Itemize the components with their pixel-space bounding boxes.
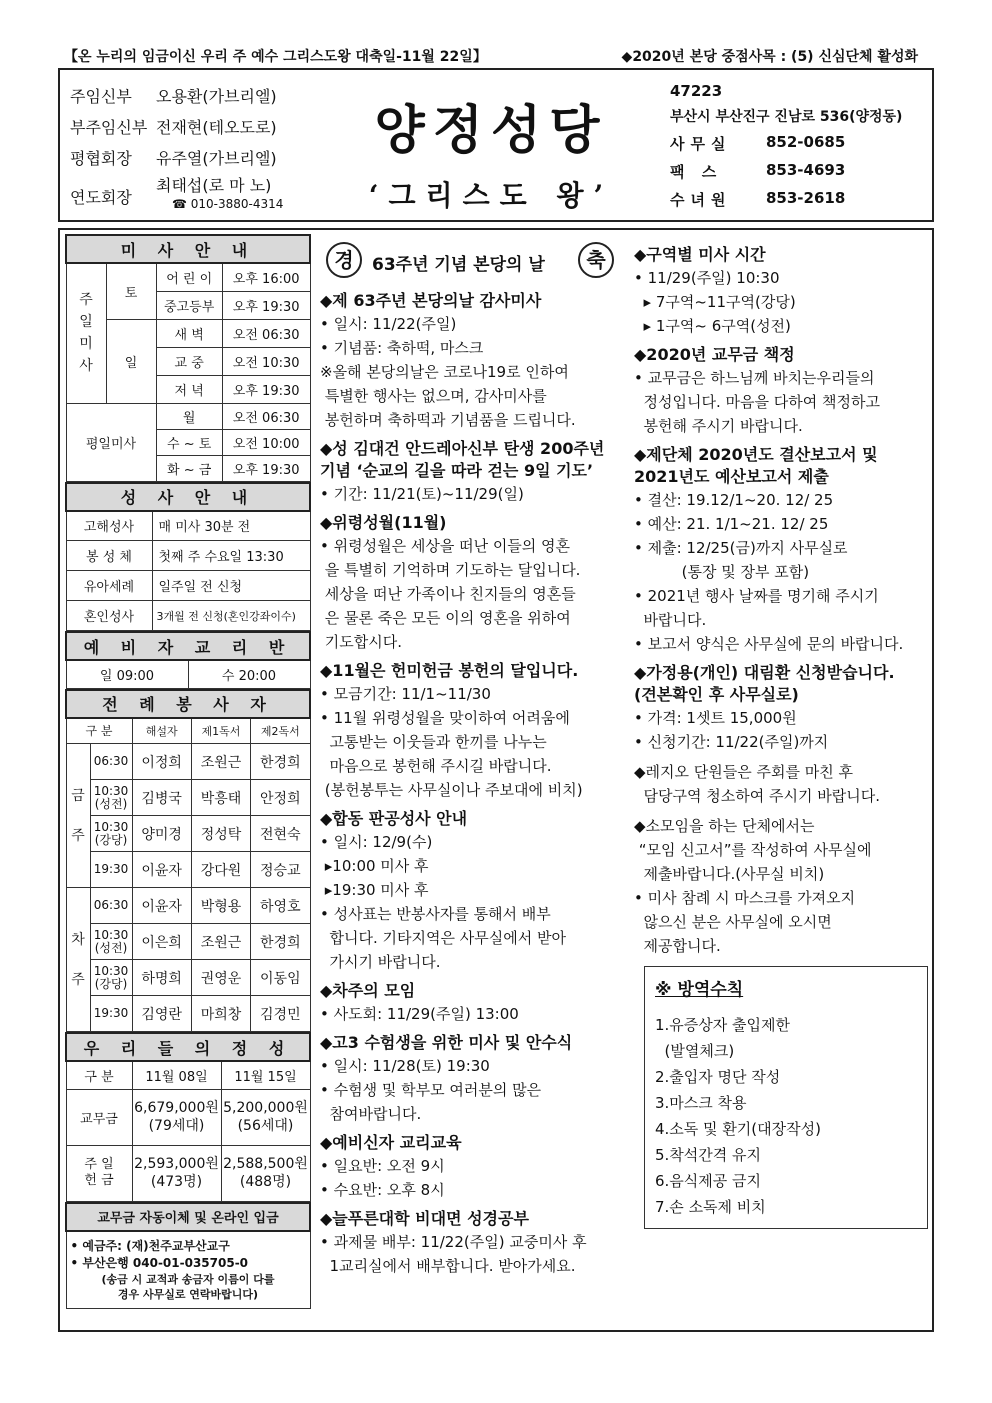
offering-amount: 2,588,500원 (488명): [221, 1145, 310, 1201]
server-name: 조원근: [191, 744, 250, 780]
quarantine-item: 3.마스크 착용: [655, 1094, 747, 1112]
server-name: 박형용: [191, 888, 250, 924]
notice-line: “모임 신고서”를 작성하여 사무실에: [634, 841, 872, 859]
notice-heading: ◆늘푸른대학 비대면 성경공부: [320, 1209, 529, 1228]
offering-type: 주 일 헌 금: [66, 1145, 132, 1201]
mass-time: 오후 19:30: [222, 455, 310, 481]
sacrament-table: [65, 482, 311, 632]
quarantine-item: 5.착석간격 유지: [655, 1146, 762, 1164]
top-header-line: [64, 44, 930, 66]
contact-line: 사무실 852-0685: [670, 133, 846, 153]
mass-schedule-table: [65, 234, 311, 482]
notice-line: 참여바랍니다.: [320, 1105, 422, 1123]
notice-line: • 일시: 11/22(주일): [320, 315, 457, 333]
server-name: 권영운: [191, 960, 250, 996]
notice-section: [320, 1208, 624, 1278]
notice-line: 담당구역 청소하여 주시기 바랍니다.: [634, 787, 880, 805]
notice-line: 바랍니다.: [634, 611, 707, 629]
notice-line: 을 특별히 기억하며 기도하는 달입니다.: [320, 561, 581, 579]
section-header: 예 비 자 교 리 반: [66, 632, 310, 660]
mass-time: 오전 06:30: [222, 403, 310, 429]
notice-line: • 일시: 11/28(토) 19:30: [320, 1057, 490, 1075]
notice-line: • 보고서 양식은 사무실에 문의 바랍니다.: [634, 635, 904, 653]
notice-line: • 수험생 및 학부모 여러분의 많은: [320, 1081, 542, 1099]
notice-line: • 11월 위령성월을 맞이하여 어려움에: [320, 709, 570, 727]
catechumen-table: [65, 631, 311, 689]
notice-line: 은 물론 죽은 모든 이의 영혼을 위하여: [320, 609, 571, 627]
quarantine-list: [655, 1012, 917, 1220]
notice-line: • 제출: 12/25(금)까지 사무실로: [634, 539, 848, 557]
server-name: 양미경: [132, 816, 191, 852]
notice-heading: ◆성 김대건 안드레아신부 탄생 200주년 기념 ‘순교의 길을 따라 걷는 9일 기도’: [320, 439, 605, 480]
time-cell: 10:30 (강당): [90, 816, 132, 852]
server-name: 이은희: [132, 924, 191, 960]
notice-line: 특별한 행사는 없으며, 감사미사를: [320, 387, 547, 405]
notice-line: (통장 및 장부 포함): [634, 563, 810, 581]
notice-line: ▸10:00 미사 후: [320, 857, 429, 875]
notice-heading: ◆11월은 헌미헌금 봉헌의 달입니다.: [320, 661, 579, 680]
time-cell: 10:30 (강당): [90, 960, 132, 996]
mass-name: 월: [156, 403, 222, 429]
weekday-mass-label: 평일미사: [66, 403, 156, 481]
quarantine-item: 6.음식제공 금지: [655, 1172, 762, 1190]
server-name: 안정희: [251, 780, 310, 816]
notice-section: [634, 814, 934, 958]
middle-column: [320, 238, 624, 1278]
sacrament-name: 봉 성 체: [66, 541, 152, 571]
notice-line: • 사도회: 11/29(주일) 13:00: [320, 1005, 519, 1023]
sacrament-name: 고해성사: [66, 511, 152, 541]
notice-line: ◆레지오 단원들은 주회를 마친 후: [634, 763, 853, 781]
notice-heading: ◆예비신자 교리교육: [320, 1133, 462, 1152]
notice-line: 세상을 떠난 가족이나 친지들의 영혼들: [320, 585, 576, 603]
zip-code: 47223: [670, 82, 723, 100]
section-header: 미 사 안 내: [66, 235, 310, 263]
notice-section: [320, 808, 624, 974]
server-name: 박흥태: [191, 780, 250, 816]
time-cell: 06:30: [90, 744, 132, 780]
mass-name: 수 ~ 토: [156, 429, 222, 455]
notice-heading: ◆2020년 교무금 책정: [634, 345, 795, 364]
mass-time: 오후 19:30: [222, 375, 310, 403]
notice-line: 마음으로 봉헌해 주시길 바랍니다.: [320, 757, 552, 775]
sacrament-info: 매 미사 30분 전: [152, 511, 310, 541]
mass-time: 오전 06:30: [222, 319, 310, 347]
church-subtitle: ‘그리스도 왕’: [368, 179, 614, 212]
notice-line: • 일요반: 오전 9시: [320, 1157, 445, 1175]
staff-row: 주임신부 오용환(가브리엘): [70, 87, 277, 106]
notice-line: • 기간: 11/21(토)~11/29(일): [320, 485, 524, 503]
left-column: [65, 234, 311, 1309]
notice-line: • 교무금은 하느님께 바치는우리들의: [634, 369, 875, 387]
notice-line: 제출바랍니다.(사무실 비치): [634, 865, 825, 883]
feast-title: 【온 누리의 임금이신 우리 주 예수 그리스도왕 대축일-11월 22일】: [64, 49, 487, 65]
this-week-label: 금 주: [66, 744, 90, 888]
contact-line: 수녀원 853-2618: [670, 189, 846, 209]
server-name: 전현숙: [251, 816, 310, 852]
quarantine-rules-box: [644, 966, 928, 1229]
banner-text: 63주년 기념 본당의 날: [372, 255, 545, 275]
server-name: 강다원: [191, 852, 250, 888]
anniversary-banner: [320, 238, 624, 284]
offering-amount: 5,200,000원 (56세대): [221, 1089, 310, 1145]
notice-line: • 일시: 12/9(수): [320, 833, 433, 851]
quarantine-title: ※ 방역수칙: [655, 980, 744, 1000]
server-name: 마희창: [191, 996, 250, 1032]
mass-time: 오전 10:30: [222, 347, 310, 375]
notice-line: • 11/29(주일) 10:30: [634, 269, 780, 287]
notice-section: [320, 512, 624, 654]
sacrament-info: 일주일 전 신청: [152, 571, 310, 601]
column-header: 제1독서: [191, 718, 250, 744]
notice-section: [634, 760, 934, 808]
notice-line: • 예산: 21. 1/1~21. 12/ 25: [634, 515, 829, 533]
notice-line: • 성사표는 반봉사자를 통해서 배부: [320, 905, 551, 923]
time-cell: 10:30 (성전): [90, 924, 132, 960]
time-cell: 06:30: [90, 888, 132, 924]
server-name: 이정희: [132, 744, 191, 780]
notice-section: [634, 444, 934, 656]
mass-name: 중고등부: [156, 291, 222, 319]
right-column: [634, 238, 934, 1229]
server-name: 한경희: [251, 924, 310, 960]
section-header: 성 사 안 내: [66, 483, 310, 511]
staff-row: 연도회장 최태섭(로 마 노) ☎ 010-3880-4314: [70, 176, 284, 211]
bulletin-body: [58, 228, 934, 1332]
contact-info: [670, 82, 932, 217]
notice-line: • 모금기간: 11/1~11/30: [320, 685, 491, 703]
offering-amount: 6,679,000원 (79세대): [132, 1089, 221, 1145]
notice-line: ◆소모임을 하는 단체에서는: [634, 817, 815, 835]
masthead: [58, 68, 934, 222]
server-name: 정승교: [251, 852, 310, 888]
notice-line: 정성입니다. 마음을 다하여 책정하고: [634, 393, 880, 411]
mass-time: 오후 19:30: [222, 291, 310, 319]
column-header: 해설자: [132, 718, 191, 744]
quarantine-item: (발열체크): [655, 1042, 735, 1060]
staff-list: [70, 80, 310, 217]
server-name: 정성탁: [191, 816, 250, 852]
notice-section: [320, 980, 624, 1026]
sacrament-info: 첫째 주 수요일 13:30: [152, 541, 310, 571]
notice-heading: ◆제 63주년 본당의날 감사미사: [320, 291, 542, 310]
staff-row: 평협회장 유주열(가브리엘): [70, 149, 277, 168]
server-name: 이윤자: [132, 852, 191, 888]
notice-line: 않으신 분은 사무실에 오시면: [634, 913, 832, 931]
server-name: 이윤자: [132, 888, 191, 924]
section-header: 우 리 들 의 정 성: [66, 1033, 310, 1061]
server-name: 한경희: [251, 744, 310, 780]
mass-time: 오후 16:00: [222, 263, 310, 291]
account-holder: • 예금주: (재)천주교부산교구: [70, 1238, 230, 1253]
notice-heading: ◆위령성월(11월): [320, 513, 447, 532]
notice-line: ▸ 1구역~ 6구역(성전): [634, 317, 791, 335]
class-sunday: 일 09:00: [66, 660, 188, 688]
staff-row: 부주임신부 전재현(테오도로): [70, 118, 277, 137]
notice-line: (봉헌봉투는 사무실이나 주보대에 비치): [320, 781, 583, 799]
notice-line: 가시기 바랍니다.: [320, 953, 441, 971]
notice-section: [320, 660, 624, 802]
notice-line: 고통받는 이웃들과 한끼를 나누는: [320, 733, 547, 751]
notice-line: 봉헌해 주시기 바랍니다.: [634, 417, 803, 435]
quarantine-item: 1.유증상자 출입제한: [655, 1016, 791, 1034]
notice-line: 봉헌하며 축하떡과 기념품을 드립니다.: [320, 411, 576, 429]
notice-line: • 과제물 배부: 11/22(주일) 교중미사 후: [320, 1233, 587, 1251]
notice-line: 1교리실에서 배부합니다. 받아가세요.: [320, 1257, 576, 1275]
notice-section: [320, 1132, 624, 1202]
notice-line: ▸ 7구역~11구역(강당): [634, 293, 796, 311]
next-week-label: 차 주: [66, 888, 90, 1032]
notice-section: [634, 344, 934, 438]
notice-heading: ◆제단체 2020년도 결산보고서 및 2021년도 예산보고서 제출: [634, 445, 878, 486]
notice-line: ▸19:30 미사 후: [320, 881, 429, 899]
column-header: 구 분: [66, 718, 132, 744]
liturgy-servers-table: [65, 689, 311, 1033]
notice-line: ※올해 본당의날은 코로나19로 인하여: [320, 363, 569, 381]
notice-line: • 가격: 1셋트 15,000원: [634, 709, 797, 727]
notice-line: 제공합니다.: [634, 937, 721, 955]
sacrament-name: 혼인성사: [66, 601, 152, 631]
sacrament-name: 유아세례: [66, 571, 152, 601]
notice-line: • 위령성월은 세상을 떠난 이들의 영혼: [320, 537, 571, 555]
mass-name: 새 벽: [156, 319, 222, 347]
quarantine-item: 7.손 소독제 비치: [655, 1198, 766, 1216]
celebration-badge: 축: [578, 242, 614, 278]
right-notices: [634, 244, 934, 958]
notice-line: • 결산: 19.12/1~20. 12/ 25: [634, 491, 834, 509]
column-header: 11월 15일: [221, 1061, 310, 1089]
notice-line: • 신청기간: 11/22(주일)까지: [634, 733, 829, 751]
notice-section: [320, 290, 624, 432]
autopay-note: (송금 시 교적과 송금자 이름이 다를 경우 사무실로 연락바랍니다): [101, 1272, 275, 1301]
server-name: 김병국: [132, 780, 191, 816]
pastoral-priority: ◆2020년 본당 중점사목 : (5) 신심단체 활성화: [621, 49, 918, 65]
server-name: 조원근: [191, 924, 250, 960]
autopay-table: [65, 1202, 311, 1309]
notice-heading: ◆가정용(개인) 대림환 신청받습니다. (견본확인 후 사무실로): [634, 663, 895, 704]
notice-heading: ◆고3 수험생을 위한 미사 및 안수식: [320, 1033, 573, 1052]
time-cell: 19:30: [90, 996, 132, 1032]
notice-line: 기도합시다.: [320, 633, 402, 651]
notice-line: • 2021년 행사 날짜를 명기해 주시기: [634, 587, 879, 605]
sunday-label: 일: [106, 319, 156, 403]
offering-table: [65, 1032, 311, 1202]
celebration-badge: 경: [326, 242, 362, 278]
contact-line: 팩 스 853-4693: [670, 161, 846, 181]
sacrament-info: 3개월 전 신청(혼인강좌이수): [152, 601, 310, 631]
church-name: 양정성당: [374, 100, 608, 161]
autopay-details: [66, 1231, 310, 1309]
column-header: 제2독서: [251, 718, 310, 744]
phone-number: ☎ 010-3880-4314: [172, 197, 284, 211]
sunday-mass-label: 주 일 미 사: [66, 263, 106, 403]
server-name: 하영호: [251, 888, 310, 924]
time-cell: 19:30: [90, 852, 132, 888]
quarantine-item: 2.출입자 명단 작성: [655, 1068, 781, 1086]
server-name: 김경민: [251, 996, 310, 1032]
section-header: 교무금 자동이체 및 온라인 입금: [66, 1203, 310, 1231]
notice-section: [634, 662, 934, 754]
quarantine-item: 4.소독 및 환기(대장작성): [655, 1120, 821, 1138]
notice-line: • 수요반: 오후 8시: [320, 1181, 445, 1199]
class-wednesday: 수 20:00: [188, 660, 310, 688]
notice-heading: ◆구역별 미사 시간: [634, 245, 766, 264]
column-header: 구 분: [66, 1061, 132, 1089]
mass-name: 화 ~ 금: [156, 455, 222, 481]
notice-line: • 미사 참례 시 마스크를 가져오지: [634, 889, 856, 907]
notice-line: 합니다. 기타지역은 사무실에서 받아: [320, 929, 566, 947]
bank-account: • 부산은행 040-01-035705-0: [70, 1255, 249, 1270]
column-header: 11월 08일: [132, 1061, 221, 1089]
offering-type: 교무금: [66, 1089, 132, 1145]
mass-name: 어 린 이: [156, 263, 222, 291]
notice-section: [634, 244, 934, 338]
notice-section: [320, 1032, 624, 1126]
middle-notices: [320, 290, 624, 1278]
server-name: 하명희: [132, 960, 191, 996]
offering-amount: 2,593,000원 (473명): [132, 1145, 221, 1201]
notice-line: • 기념품: 축하떡, 마스크: [320, 339, 484, 357]
address: 부산시 부산진구 진남로 536(양정동): [670, 109, 903, 125]
section-header: 전 례 봉 사 자: [66, 690, 310, 718]
saturday-label: 토: [106, 263, 156, 319]
server-name: 김영란: [132, 996, 191, 1032]
mass-time: 오전 10:00: [222, 429, 310, 455]
notice-heading: ◆합동 판공성사 안내: [320, 809, 468, 828]
notice-heading: ◆차주의 모임: [320, 981, 416, 1000]
server-name: 이동임: [251, 960, 310, 996]
time-cell: 10:30 (성전): [90, 780, 132, 816]
notice-section: [320, 438, 624, 506]
mass-name: 저 녁: [156, 375, 222, 403]
mass-name: 교 중: [156, 347, 222, 375]
